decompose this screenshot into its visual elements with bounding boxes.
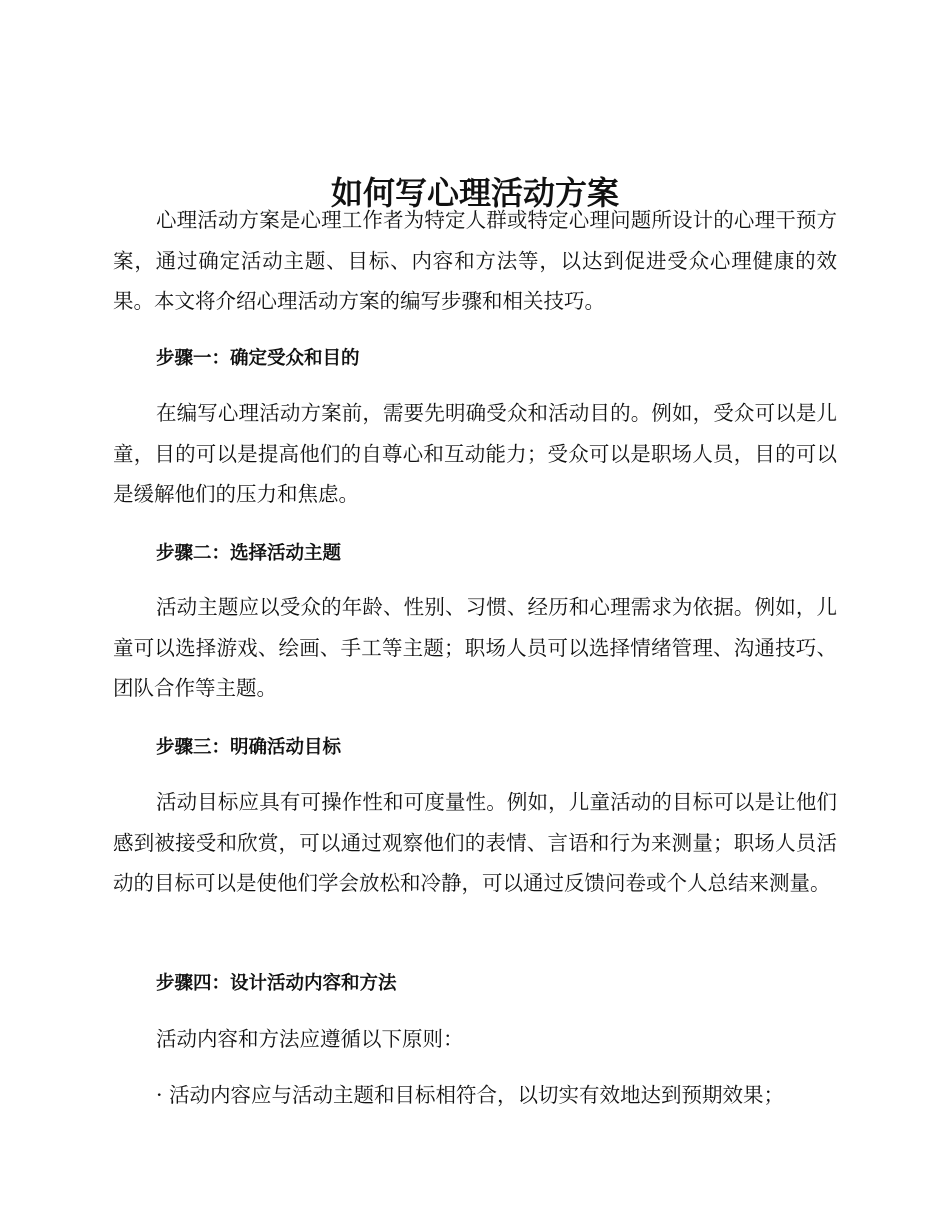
step3-heading: 步骤三：明确活动目标	[156, 737, 342, 758]
step3-paragraph: 活动目标应具有可操作性和可度量性。例如，儿童活动的目标可以是让他们感到被接受和欣赏，可以通过观察他们的表情、言语和行为来测量；职场人员活动的目标可以是使他们学会放松和冷静，可以通过反馈问卷或个人总结来测量。	[113, 790, 837, 895]
document-title: 如何写心理活动方案	[330, 174, 619, 213]
intro-paragraph: 心理活动方案是心理工作者为特定人群或特定心理问题所设计的心理干预方案，通过确定活动主题、目标、内容和方法等，以达到促进受众心理健康的效果。本文将介绍心理活动方案的编写步骤和相关技巧。	[113, 208, 837, 313]
step2-heading: 步骤二：选择活动主题	[156, 543, 342, 564]
step1-paragraph: 在编写心理活动方案前，需要先明确受众和活动目的。例如，受众可以是儿童，目的可以是提高他们的自尊心和互动能力；受众可以是职场人员，目的可以是缓解他们的压力和焦虑。	[113, 401, 837, 506]
step1-heading: 步骤一：确定受众和目的	[156, 348, 360, 369]
step4-heading: 步骤四：设计活动内容和方法	[156, 973, 397, 994]
step2-paragraph: 活动主题应以受众的年龄、性别、习惯、经历和心理需求为依据。例如，儿童可以选择游戏、绘画、手工等主题；职场人员可以选择情绪管理、沟通技巧、团队合作等主题。	[113, 595, 837, 700]
step4-intro: 活动内容和方法应遵循以下原则：	[156, 1027, 464, 1051]
bullet-item: · 活动内容应与活动主题和目标相符合，以切实有效地达到预期效果；	[156, 1083, 785, 1107]
